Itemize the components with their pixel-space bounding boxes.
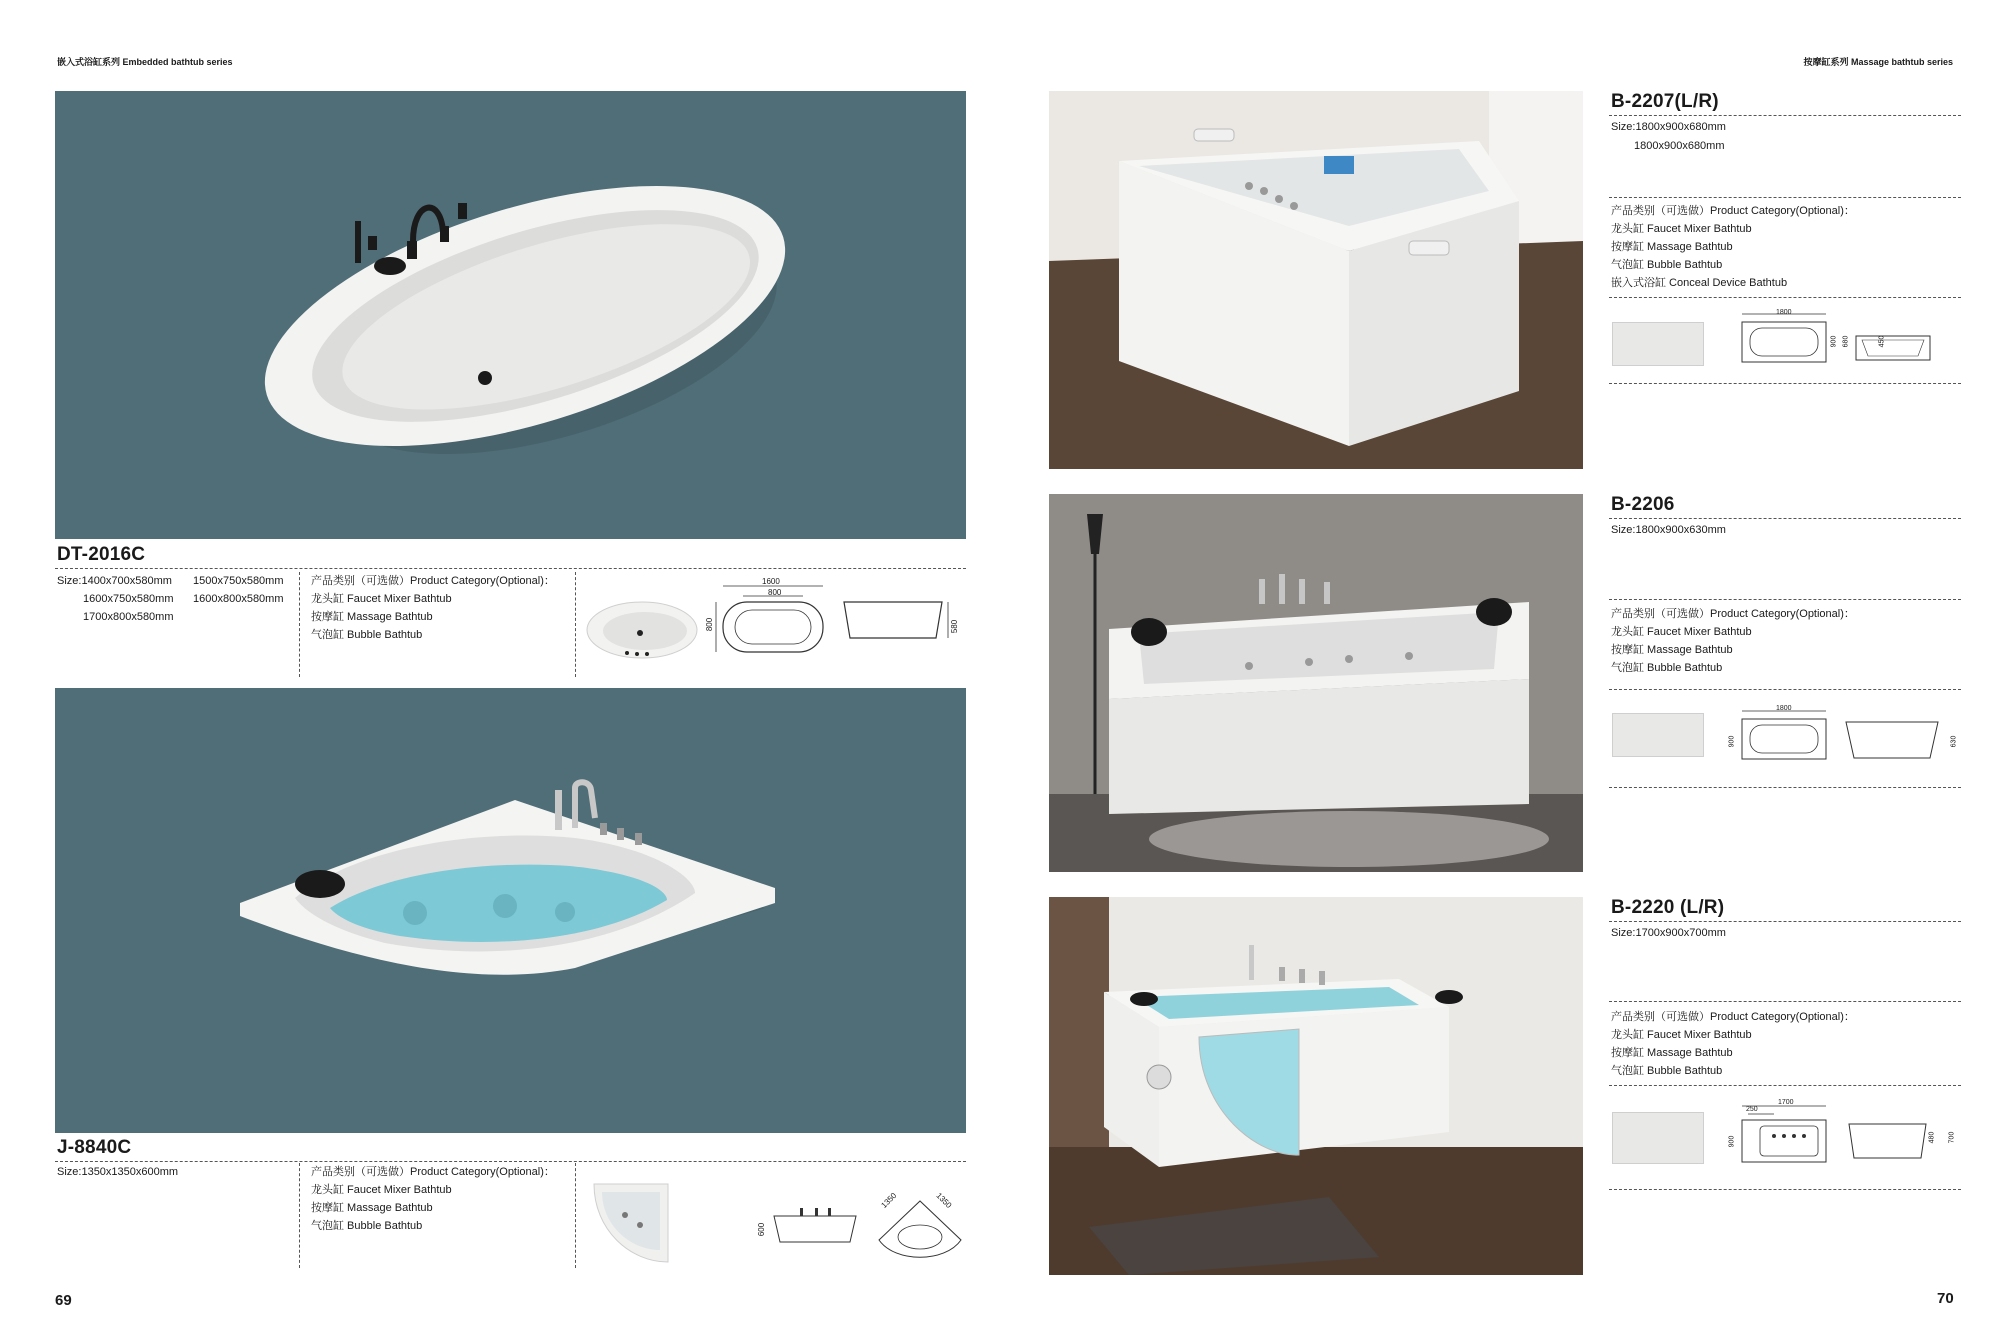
plan-drawing-b2206	[1738, 705, 1830, 765]
divider	[55, 1161, 966, 1162]
category-item: 龙头缸 Faucet Mixer Bathtub	[311, 593, 452, 605]
category-item: 龙头缸 Faucet Mixer Bathtub	[1611, 223, 1752, 235]
dimension-label: 800	[705, 617, 715, 632]
dimension-label: 900	[1830, 335, 1838, 348]
category-item: 气泡缸 Bubble Bathtub	[311, 1220, 423, 1232]
size-text: Size:1350x1350x600mm	[57, 1166, 179, 1178]
dimension-label: 1800	[1776, 309, 1792, 316]
dimension-label: 680	[1842, 335, 1850, 348]
model-name: B-2206	[1611, 494, 1675, 515]
category-item: 气泡缸 Bubble Bathtub	[1611, 259, 1723, 271]
side-drawing-j8840c	[770, 1200, 860, 1245]
size-text: Size:1800x900x630mm	[1611, 524, 1726, 536]
dimension-label: 600	[757, 1222, 767, 1237]
dimension-label: 250	[1746, 1106, 1758, 1113]
size-text: Size:1700x900x700mm	[1611, 927, 1726, 939]
dimension-label: 1700	[1778, 1099, 1794, 1106]
side-drawing-b2220	[1845, 1120, 1930, 1162]
dimension-label: 900	[1728, 735, 1736, 748]
dimension-label: 1350	[879, 1191, 899, 1210]
divider	[299, 572, 300, 677]
divider	[1609, 599, 1961, 600]
divider	[1609, 197, 1961, 198]
divider	[299, 1163, 300, 1268]
category-item: 龙头缸 Faucet Mixer Bathtub	[1611, 1029, 1752, 1041]
divider	[1609, 115, 1961, 116]
model-name: B-2220 (L/R)	[1611, 897, 1725, 918]
product-photo-dt2016c	[55, 91, 966, 539]
category-item: 龙头缸 Faucet Mixer Bathtub	[311, 1184, 452, 1196]
thumbnail-b2207	[1612, 322, 1704, 366]
category-item: 按摩缸 Massage Bathtub	[1611, 241, 1733, 253]
thumbnail-dt2016c	[585, 598, 700, 663]
thumbnail-b2220	[1612, 1112, 1704, 1164]
divider	[1609, 383, 1961, 384]
category-title: 产品类别（可选做）Product Category(Optional)：	[1611, 608, 1855, 620]
dimension-label: 1350	[934, 1191, 954, 1210]
product-photo-b2207	[1049, 91, 1583, 469]
divider	[1609, 518, 1961, 519]
category-item: 气泡缸 Bubble Bathtub	[311, 629, 423, 641]
category-item: 气泡缸 Bubble Bathtub	[1611, 662, 1723, 674]
category-item: 嵌入式浴缸 Conceal Device Bathtub	[1611, 277, 1788, 289]
size-text: 1600x750x580mm	[83, 593, 174, 605]
category-item: 按摩缸 Massage Bathtub	[1611, 644, 1733, 656]
model-name: J-8840C	[57, 1137, 132, 1158]
model-name: B-2207(L/R)	[1611, 91, 1719, 112]
divider	[575, 572, 576, 677]
dimension-label: 800	[768, 588, 782, 597]
dimension-label: 1800	[1776, 705, 1792, 712]
dimension-label: 1600	[762, 577, 780, 586]
dimension-label: 580	[950, 619, 960, 634]
category-title: 产品类别（可选做）Product Category(Optional)：	[1611, 1011, 1855, 1023]
plan-drawing-b2207	[1738, 310, 1830, 366]
page-number: 69	[55, 1292, 72, 1309]
divider	[575, 1163, 576, 1268]
divider	[1609, 1085, 1961, 1086]
side-drawing-dt2016c	[842, 598, 952, 642]
dimension-label: 700	[1948, 1131, 1956, 1144]
divider	[1609, 297, 1961, 298]
dimension-label: 630	[1950, 735, 1958, 748]
side-drawing-b2206	[1842, 718, 1942, 762]
product-photo-b2206	[1049, 494, 1583, 872]
category-item: 气泡缸 Bubble Bathtub	[1611, 1065, 1723, 1077]
side-drawing-b2207	[1838, 332, 1948, 364]
section-header-left: 嵌入式浴缸系列 Embedded bathtub series	[57, 57, 233, 67]
category-item: 按摩缸 Massage Bathtub	[311, 611, 433, 623]
divider	[1609, 1189, 1961, 1190]
category-title: 产品类别（可选做）Product Category(Optional)：	[1611, 205, 1855, 217]
page-number: 70	[1937, 1290, 1954, 1307]
divider	[1609, 787, 1961, 788]
size-text: 1700x800x580mm	[83, 611, 174, 623]
model-name: DT-2016C	[57, 544, 146, 565]
divider	[55, 568, 966, 569]
divider	[1609, 689, 1961, 690]
category-item: 按摩缸 Massage Bathtub	[1611, 1047, 1733, 1059]
thumbnail-b2206	[1612, 713, 1704, 757]
category-item: 按摩缸 Massage Bathtub	[311, 1202, 433, 1214]
divider	[1609, 1001, 1961, 1002]
category-title: 产品类别（可选做）Product Category(Optional)：	[311, 1166, 555, 1178]
size-text: 1800x900x680mm	[1634, 140, 1725, 152]
dimension-label: 900	[1728, 1135, 1736, 1148]
divider	[1609, 921, 1961, 922]
section-header-right: 按摩缸系列 Massage bathtub series	[1803, 57, 1953, 67]
category-title: 产品类别（可选做）Product Category(Optional)：	[311, 575, 555, 587]
size-text: Size:1800x900x680mm	[1611, 121, 1726, 133]
size-text: Size:1400x700x580mm	[57, 575, 172, 587]
size-text: 1600x800x580mm	[193, 593, 284, 605]
dimension-label: 480	[1928, 1131, 1936, 1144]
dimension-label: 450	[1878, 335, 1886, 348]
category-item: 龙头缸 Faucet Mixer Bathtub	[1611, 626, 1752, 638]
thumbnail-j8840c	[590, 1180, 672, 1266]
product-photo-j8840c	[55, 688, 966, 1133]
product-photo-b2220	[1049, 897, 1583, 1275]
size-text: 1500x750x580mm	[193, 575, 284, 587]
